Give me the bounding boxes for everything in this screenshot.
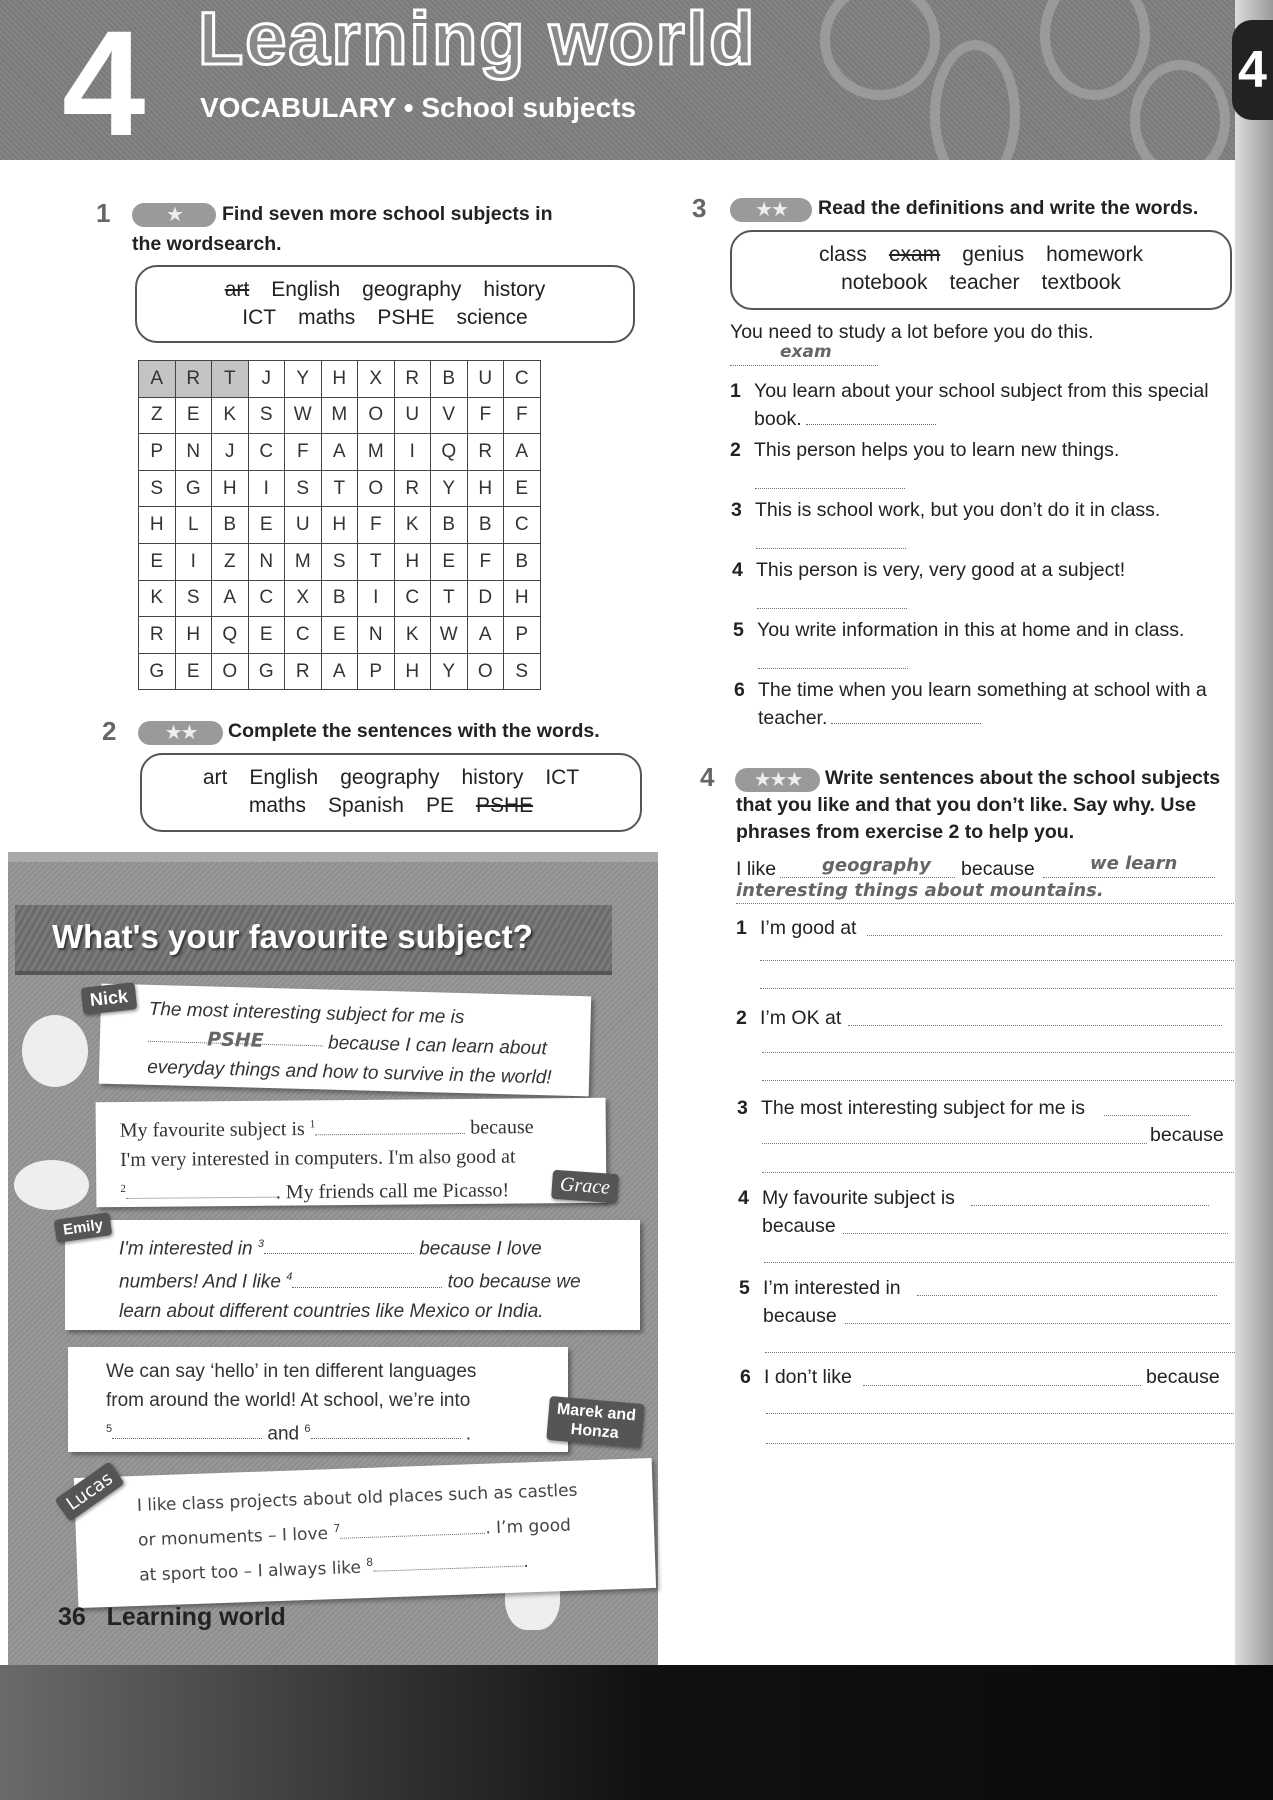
grid-cell[interactable]: S	[175, 580, 212, 617]
grid-cell[interactable]: C	[248, 580, 285, 617]
grid-cell[interactable]: E	[248, 617, 285, 654]
exercise-instruction: Find seven more school subjects in	[222, 203, 553, 225]
grid-cell[interactable]: R	[394, 470, 431, 507]
grid-cell[interactable]: M	[358, 434, 395, 471]
grid-cell[interactable]: A	[467, 617, 504, 654]
exercise-number: 1	[96, 198, 111, 228]
grid-cell[interactable]: Q	[431, 434, 468, 471]
grid-cell[interactable]: E	[139, 543, 176, 580]
word-box	[135, 265, 635, 343]
example-answer: exam	[780, 342, 832, 362]
note-text: and	[267, 1423, 300, 1445]
answer-line[interactable]	[766, 1443, 1234, 1444]
grid-cell[interactable]: I	[358, 580, 395, 617]
grid-cell[interactable]: T	[358, 543, 395, 580]
note-text: We can say ‘hello’ in ten different languages	[106, 1361, 477, 1382]
gap-number: 4	[286, 1271, 293, 1284]
name-tag-line: Marek and	[556, 1400, 637, 1425]
grid-cell[interactable]: M	[285, 543, 322, 580]
question-item	[733, 616, 1184, 644]
grid-cell[interactable]: H	[321, 361, 358, 398]
answer-line[interactable]	[766, 1413, 1234, 1414]
grid-cell[interactable]: C	[504, 361, 541, 398]
grid-row	[139, 507, 541, 544]
unit-number: 4	[62, 0, 146, 167]
note-text: The most interesting subject for me is	[148, 998, 465, 1029]
grid-cell[interactable]: P	[358, 653, 395, 690]
grid-cell[interactable]: C	[504, 507, 541, 544]
answer-line[interactable]	[971, 1205, 1209, 1206]
grid-cell[interactable]: H	[321, 507, 358, 544]
word: ICT	[545, 766, 580, 789]
note-text: I'm very interested in computers. I'm also good at	[119, 1145, 516, 1171]
grid-cell[interactable]: B	[467, 507, 504, 544]
grid-cell[interactable]: K	[394, 507, 431, 544]
word: PE	[425, 794, 454, 817]
item-text: because	[1146, 1366, 1220, 1388]
grid-cell[interactable]: S	[504, 653, 541, 690]
item-number: 3	[737, 1097, 748, 1119]
grid-cell[interactable]: O	[358, 470, 395, 507]
footer-label: Learning world	[106, 1603, 286, 1631]
decorative-blob	[1130, 60, 1230, 160]
grid-cell[interactable]: R	[139, 617, 176, 654]
answer-line[interactable]	[765, 1352, 1235, 1353]
example-answer: interesting things about mountains.	[736, 880, 1104, 901]
answer-line[interactable]	[917, 1295, 1217, 1296]
grid-row	[139, 653, 541, 690]
grid-row	[139, 361, 541, 398]
answer-blank[interactable]	[315, 1116, 465, 1135]
grid-cell[interactable]: G	[175, 470, 212, 507]
difficulty-star-icon: ★★	[730, 198, 812, 222]
grid-cell[interactable]: K	[212, 397, 249, 434]
note-text: learn about different countries like Mexico or India.	[119, 1300, 544, 1322]
grid-cell[interactable]: F	[285, 434, 322, 471]
word: history	[461, 766, 524, 789]
answer-line[interactable]	[863, 1385, 1141, 1386]
exercise-instruction: phrases from exercise 2 to help you.	[736, 821, 1075, 843]
word: Spanish	[328, 794, 404, 817]
grid-cell[interactable]: E	[431, 543, 468, 580]
item-text: This is school work, but you don’t do it in class.	[755, 499, 1161, 521]
decorative-blob	[1040, 0, 1150, 100]
grid-cell[interactable]: O	[467, 653, 504, 690]
answer-line[interactable]	[764, 1262, 1234, 1263]
note-text: numbers! And I like	[119, 1271, 281, 1293]
note-text: or monuments – I love	[137, 1523, 329, 1551]
example-answer: geography	[822, 855, 931, 876]
item-text: I’m OK at	[760, 1007, 842, 1029]
answer-blank[interactable]	[126, 1180, 276, 1199]
note-text: . My friends call me Picasso!	[275, 1178, 510, 1203]
item-number: 1	[736, 917, 747, 939]
item-text: This person helps you to learn new things.	[754, 439, 1120, 461]
item-text: This person is very, very good at a subject!	[756, 559, 1126, 581]
difficulty-star-icon: ★★★	[735, 768, 820, 792]
grid-cell[interactable]: I	[394, 434, 431, 471]
grid-cell[interactable]: Z	[212, 543, 249, 580]
grid-cell[interactable]: R	[175, 361, 212, 398]
grid-cell[interactable]: G	[248, 653, 285, 690]
word: art	[224, 278, 250, 301]
grid-cell[interactable]: H	[394, 543, 431, 580]
grid-cell[interactable]: A	[139, 361, 176, 398]
note-text: I like class projects about old places such as castles	[136, 1480, 578, 1516]
word: geography	[362, 278, 462, 301]
grid-cell[interactable]: E	[175, 653, 212, 690]
item-number: 5	[733, 619, 744, 641]
grid-cell[interactable]: H	[212, 470, 249, 507]
grid-cell[interactable]: F	[467, 397, 504, 434]
exercise-instruction: Read the definitions and write the words.	[818, 197, 1199, 219]
grid-cell[interactable]: H	[175, 617, 212, 654]
football-icon	[22, 1015, 88, 1087]
note-text: everyday things and how to survive in the world!	[146, 1056, 552, 1089]
note-text: I'm interested in	[119, 1238, 253, 1260]
answer-line	[736, 903, 1234, 904]
item-text: book.	[754, 408, 802, 430]
note-text: too because we	[447, 1271, 581, 1293]
grid-row	[139, 470, 541, 507]
answer-blank[interactable]	[264, 1236, 414, 1254]
decorative-blob	[930, 40, 1020, 160]
grid-cell[interactable]: N	[248, 543, 285, 580]
example-answer: we learn	[1090, 853, 1178, 874]
side-unit-tab: 4	[1232, 20, 1273, 120]
item-number: 6	[740, 1366, 751, 1388]
item-text: My favourite subject is	[762, 1187, 955, 1209]
grid-cell[interactable]: B	[431, 361, 468, 398]
word: textbook	[1041, 271, 1121, 294]
grid-cell[interactable]: C	[285, 617, 322, 654]
grid-cell[interactable]: J	[248, 361, 285, 398]
note-nick	[99, 984, 591, 1097]
exercise-instruction: Write sentences about the school subjects	[825, 767, 1221, 789]
grid-cell[interactable]: M	[321, 397, 358, 434]
word: maths	[248, 794, 307, 817]
page-footer	[58, 1603, 286, 1632]
answer-blank[interactable]	[292, 1270, 442, 1288]
note-text: My favourite subject is	[119, 1118, 305, 1142]
name-tag: Grace	[551, 1170, 619, 1204]
answer-blank[interactable]	[311, 1421, 461, 1439]
grid-row	[139, 397, 541, 434]
grid-cell[interactable]: P	[504, 617, 541, 654]
note-emily	[65, 1220, 640, 1330]
answer-line[interactable]	[762, 1143, 1147, 1144]
item-text: because	[763, 1305, 837, 1327]
note-text: .	[522, 1551, 529, 1572]
word: PSHE	[377, 306, 435, 329]
note-text: at sport too – I always like	[138, 1557, 362, 1586]
grid-cell[interactable]: T	[431, 580, 468, 617]
grid-cell[interactable]: Y	[285, 361, 322, 398]
item-number: 6	[734, 679, 745, 701]
writing-item	[737, 1094, 1085, 1122]
note-marek-honza	[68, 1347, 568, 1452]
exercise-number: 2	[102, 716, 117, 746]
grid-cell[interactable]: A	[504, 434, 541, 471]
grid-cell[interactable]: O	[212, 653, 249, 690]
grid-cell[interactable]: A	[212, 580, 249, 617]
answer-blank[interactable]	[373, 1549, 524, 1572]
answer-line	[730, 365, 878, 366]
unit-subtitle: VOCABULARY • School subjects	[200, 92, 637, 123]
exercise-number: 3	[692, 193, 707, 223]
difficulty-star-icon: ★	[132, 203, 216, 227]
word-box	[730, 230, 1232, 310]
gap-number: 1	[309, 1118, 316, 1131]
word-box	[140, 753, 642, 832]
item-text: I don’t like	[764, 1366, 852, 1388]
question-item	[731, 496, 1160, 524]
grid-cell[interactable]: U	[394, 397, 431, 434]
grid-cell[interactable]: H	[394, 653, 431, 690]
grid-cell[interactable]: E	[321, 617, 358, 654]
page-number: 36	[58, 1603, 86, 1631]
difficulty-star-icon: ★★	[138, 721, 223, 745]
exercise-number: 4	[700, 762, 715, 792]
grid-cell[interactable]: I	[175, 543, 212, 580]
grid-cell[interactable]: S	[139, 470, 176, 507]
question-item	[730, 377, 1209, 433]
grid-cell[interactable]: J	[212, 434, 249, 471]
word: English	[249, 766, 319, 789]
word: ICT	[242, 306, 277, 329]
item-text: because	[1150, 1124, 1224, 1146]
wordsearch-grid	[138, 360, 541, 690]
grid-row	[139, 434, 541, 471]
note-text: .	[465, 1423, 472, 1445]
grid-cell[interactable]: S	[248, 397, 285, 434]
grid-row	[139, 580, 541, 617]
word: maths	[298, 306, 356, 329]
item-text: The most interesting subject for me is	[761, 1097, 1086, 1119]
grid-cell[interactable]: G	[139, 653, 176, 690]
answer-line[interactable]	[762, 1080, 1234, 1081]
unit-title: Learning world	[198, 0, 757, 80]
grid-cell[interactable]: H	[504, 580, 541, 617]
grid-cell[interactable]: R	[467, 434, 504, 471]
example-sentence: You need to study a lot before you do this.	[730, 321, 1094, 343]
grid-cell[interactable]: O	[358, 397, 395, 434]
panel-title: What's your favourite subject?	[52, 918, 533, 955]
grid-row	[139, 543, 541, 580]
grid-cell[interactable]: I	[248, 470, 285, 507]
item-text: teacher.	[758, 707, 828, 729]
grid-cell[interactable]: E	[248, 507, 285, 544]
grid-cell[interactable]: A	[321, 434, 358, 471]
grid-cell[interactable]: N	[175, 434, 212, 471]
grid-cell[interactable]: H	[139, 507, 176, 544]
word: history	[483, 278, 546, 301]
gap-number: 8	[365, 1555, 374, 1569]
answer-blank[interactable]	[340, 1515, 486, 1538]
grid-row	[139, 617, 541, 654]
answer-blank[interactable]	[831, 706, 981, 724]
grid-cell[interactable]: K	[394, 617, 431, 654]
grid-cell[interactable]: F	[467, 543, 504, 580]
speech-bubble-icon	[14, 1160, 89, 1210]
answer-line[interactable]	[756, 548, 906, 549]
answer-line[interactable]	[845, 1323, 1230, 1324]
item-text: I’m interested in	[763, 1277, 901, 1299]
gap-number: 2	[120, 1182, 126, 1195]
name-tag: Lucas	[54, 1461, 125, 1522]
gap-number: 5	[106, 1423, 113, 1435]
note-text: because	[470, 1116, 534, 1139]
name-tag-line: Honza	[570, 1420, 620, 1443]
writing-item	[736, 914, 856, 942]
gap-number: 6	[304, 1423, 311, 1435]
grid-cell[interactable]: D	[467, 580, 504, 617]
answer-line[interactable]	[843, 1233, 1228, 1234]
grid-cell[interactable]: B	[431, 507, 468, 544]
grid-cell[interactable]: A	[321, 653, 358, 690]
grid-cell[interactable]: K	[139, 580, 176, 617]
grid-cell[interactable]: X	[285, 580, 322, 617]
grid-cell[interactable]: U	[467, 361, 504, 398]
name-tag	[546, 1396, 645, 1448]
grid-cell[interactable]: Q	[212, 617, 249, 654]
answer-line[interactable]	[1104, 1115, 1189, 1116]
grid-cell[interactable]: T	[321, 470, 358, 507]
grid-cell[interactable]: W	[431, 617, 468, 654]
item-number: 2	[730, 439, 741, 461]
answer-line[interactable]	[762, 1172, 1234, 1173]
grid-cell[interactable]: Z	[139, 397, 176, 434]
grid-cell[interactable]: X	[358, 361, 395, 398]
note-text: from around the world! At school, we’re into	[106, 1390, 471, 1411]
answer-line[interactable]	[867, 935, 1222, 936]
grid-cell[interactable]: E	[504, 470, 541, 507]
example-text: because	[961, 858, 1035, 880]
name-tag: Emily	[54, 1212, 113, 1243]
grid-cell[interactable]: P	[139, 434, 176, 471]
answer-line[interactable]	[760, 960, 1234, 961]
word: PSHE	[475, 794, 534, 817]
answer-line	[780, 877, 955, 878]
grid-cell[interactable]: R	[285, 653, 322, 690]
note-lucas	[74, 1458, 656, 1608]
grid-cell[interactable]: W	[285, 397, 322, 434]
grid-cell[interactable]: V	[431, 397, 468, 434]
item-text: because	[762, 1215, 836, 1237]
exercise-instruction: that you like and that you don’t like. Say why. Use	[736, 794, 1197, 816]
word: English	[271, 278, 341, 301]
grid-cell[interactable]: R	[394, 361, 431, 398]
page-edge	[1235, 0, 1273, 1800]
answer-line[interactable]	[760, 988, 1234, 989]
writing-item	[740, 1363, 852, 1391]
writing-item	[738, 1184, 955, 1240]
gap-number: 7	[333, 1521, 341, 1536]
answer-line[interactable]	[848, 1025, 1222, 1026]
item-text: The time when you learn something at school with a	[758, 679, 1207, 701]
question-item	[730, 436, 1119, 464]
grid-cell[interactable]: Y	[431, 653, 468, 690]
word: genius	[962, 243, 1025, 266]
answer-line[interactable]	[757, 608, 907, 609]
grid-cell[interactable]: Y	[431, 470, 468, 507]
answer-blank[interactable]	[806, 407, 936, 425]
grid-cell[interactable]: E	[175, 397, 212, 434]
answer-line[interactable]	[762, 1052, 1234, 1053]
item-number: 2	[736, 1007, 747, 1029]
word: science	[456, 306, 528, 329]
exercise-instruction: the wordsearch.	[132, 233, 282, 255]
grid-cell[interactable]: C	[394, 580, 431, 617]
note-text: . I’m good	[484, 1515, 572, 1539]
grid-cell[interactable]: U	[285, 507, 322, 544]
item-text: You write information in this at home and in class.	[757, 619, 1185, 641]
grid-cell[interactable]: L	[175, 507, 212, 544]
item-text: You learn about your school subject from this special	[754, 380, 1209, 402]
exercise-instruction: Complete the sentences with the words.	[228, 720, 600, 742]
grid-cell[interactable]: T	[212, 361, 249, 398]
question-item	[734, 676, 1207, 732]
word: notebook	[841, 271, 928, 294]
name-tag: Nick	[81, 982, 138, 1014]
gap-number: 3	[257, 1238, 264, 1250]
item-number: 5	[739, 1277, 750, 1299]
writing-item	[739, 1274, 901, 1330]
item-number: 1	[730, 380, 741, 402]
word: homework	[1046, 243, 1143, 266]
note-text: because I can learn about	[327, 1032, 548, 1060]
word: exam	[888, 243, 941, 266]
answer-blank[interactable]	[112, 1421, 262, 1439]
item-number: 4	[738, 1187, 749, 1209]
word: art	[202, 766, 228, 789]
note-text: because I love	[419, 1238, 542, 1260]
item-number: 3	[731, 499, 742, 521]
decorative-blob	[820, 0, 940, 100]
writing-item	[736, 1004, 841, 1032]
word: geography	[340, 766, 440, 789]
note-grace	[96, 1098, 607, 1207]
grid-cell[interactable]: H	[467, 470, 504, 507]
grid-cell[interactable]: B	[504, 543, 541, 580]
word: class	[819, 243, 867, 266]
grid-cell[interactable]: F	[358, 507, 395, 544]
word: teacher	[949, 271, 1020, 294]
scan-background	[0, 1665, 1273, 1800]
grid-cell[interactable]: S	[321, 543, 358, 580]
example-text: I like	[736, 858, 777, 880]
grid-cell[interactable]: B	[321, 580, 358, 617]
grid-cell[interactable]: F	[504, 397, 541, 434]
grid-cell[interactable]: N	[358, 617, 395, 654]
item-text: I’m good at	[760, 917, 857, 939]
question-item	[732, 556, 1125, 584]
item-number: 4	[732, 559, 743, 581]
grid-cell[interactable]: S	[285, 470, 322, 507]
answer-line	[1043, 877, 1215, 878]
answer-line[interactable]	[758, 668, 908, 669]
answer-example: PSHE	[206, 1028, 264, 1052]
grid-cell[interactable]: B	[212, 507, 249, 544]
answer-line[interactable]	[755, 488, 905, 489]
grid-cell[interactable]: C	[248, 434, 285, 471]
